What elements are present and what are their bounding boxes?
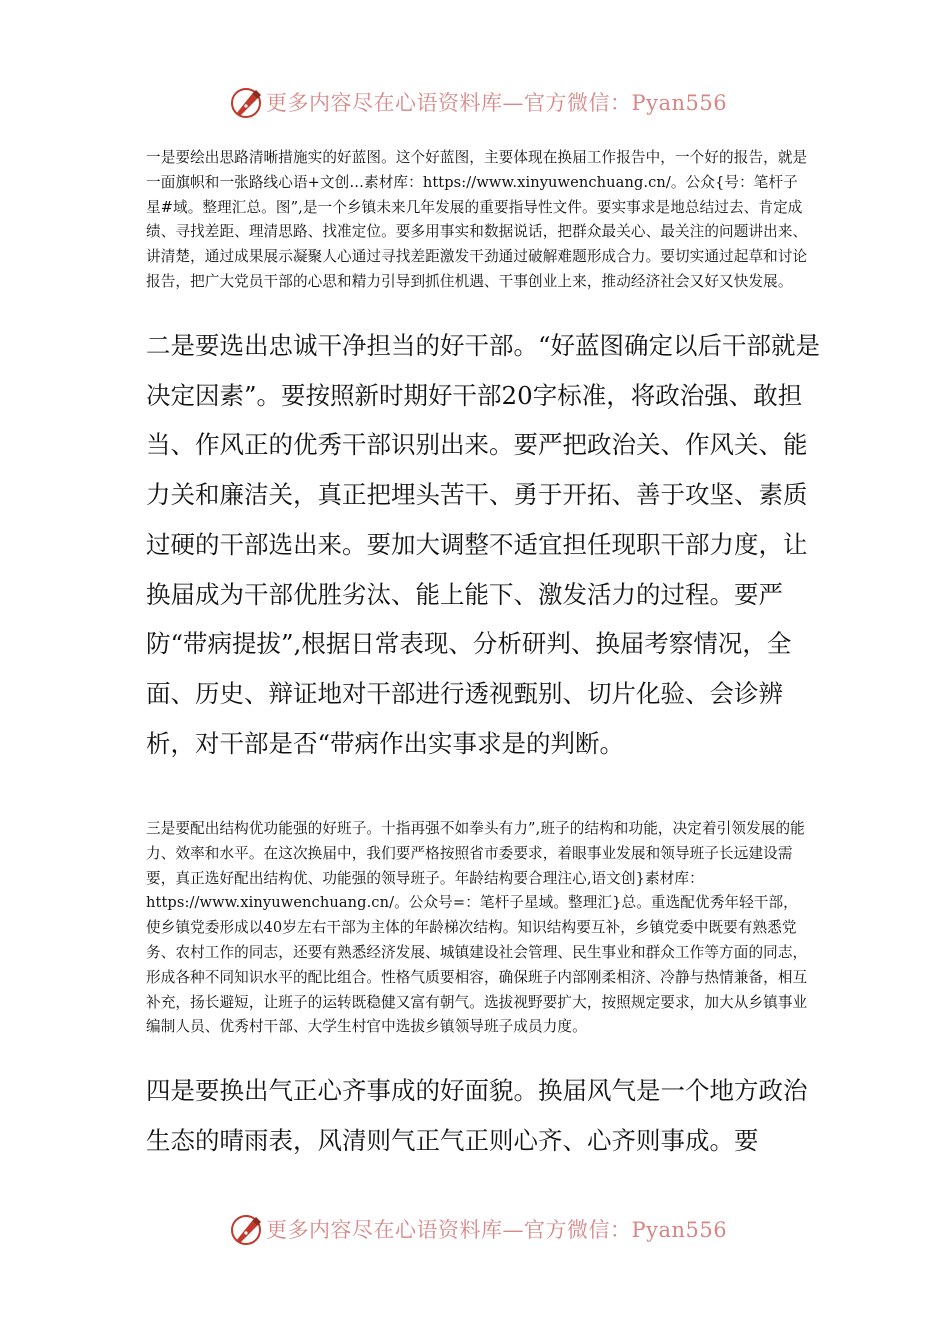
pen-nib-logo-icon xyxy=(228,1213,264,1247)
header-banner xyxy=(0,84,950,124)
paragraph-cadres: 二是要选出忠诚干净担当的好干部。“好蓝图确定以后干部就是决定因素”。要按照新时期好干部20字标准，将政治强、敢担当、作风正的优秀干部识别出来。要严把政治关、作风关、能力关和廉洁关，真正把埋头苦干、勇于开拓、善于攻坚、素质过硬的干部选出来。要加大调整不适宜担任现职干部力度，让换届成为干部优胜劣汰、能上能下、激发活力的过程。要严防“带病提拔”,根据日常表现、分析研判、换届考察情况，全面、历史、辩证地对干部进行透视甄别、切片化验、会诊辨析，对干部是否“带病作出实事求是的判断。 xyxy=(146,331,821,758)
paragraph-blueprint: 一是要绘出思路清晰措施实的好蓝图。这个好蓝图，主要体现在换届工作报告中，一个好的报告，就是一面旗帜和一张路线心语+文创…素材库：https://www.xinyuwenchuang.cn/。公众{号：笔杆子星#域。整理汇总。图”,是一个乡镇未来几年发展的重要指导性文件。要实事求是地总结过去、肯定成绩、寻找差距、理清思路、找准定位。要多用事实和数据说话，把群众最关心、最关注的问题讲出来、讲清楚，通过成果展示凝聚人心通过寻找差距激发干劲通过破解难题形成合力。要切实通过起草和讨论报告，把广大党员干部的心思和精力引导到抓住机遇、干事创业上来，推动经济社会又好又快发展。 xyxy=(146,149,808,290)
footer-banner xyxy=(0,1211,950,1251)
banner-text: 更多内容尽在心语资料库—官方微信：Pyan556 xyxy=(266,1218,728,1242)
paragraph-team: 三是要配出结构优功能强的好班子。十指再强不如拳头有力”,班子的结构和功能，决定着引领发展的能力、效率和水平。在这次换届中，我们要严格按照省市委要求，着眼事业发展和领导班子长远建设需要，真正选好配出结构优、功能强的领导班子。年龄结构要合理注心,语文创}素材库：https://www.xinyuwenchuang.cn/。公众号=：笔杆子星域。整理汇}总。重选配优秀年轻干部，使乡镇党委形成以40岁左右干部为主体的年龄梯次结构。知识结构要互补，乡镇党委中既要有熟悉党务、农村工作的同志，还要有熟悉经济发展、城镇建设社会管理、民生事业和群众工作等方面的同志，形成各种不同知识水平的配比组合。性格气质要相容，确保班子内部刚柔相济、冷静与热情兼备，相互补充，扬长避短，让班子的运转既稳健又富有朝气。选拔视野要扩大，按照规定要求，加大从乡镇事业编制人员、优秀村干部、大学生村官中选拔乡镇领导班子成员力度。 xyxy=(146,820,808,1036)
banner-text: 更多内容尽在心语资料库—官方微信：Pyan556 xyxy=(266,91,728,115)
pen-nib-logo-icon xyxy=(228,86,264,120)
paragraph-atmosphere: 四是要换出气正心齐事成的好面貌。换届风气是一个地方政治生态的晴雨表，风清则气正气正则心齐、心齐则事成。要 xyxy=(146,1076,808,1155)
